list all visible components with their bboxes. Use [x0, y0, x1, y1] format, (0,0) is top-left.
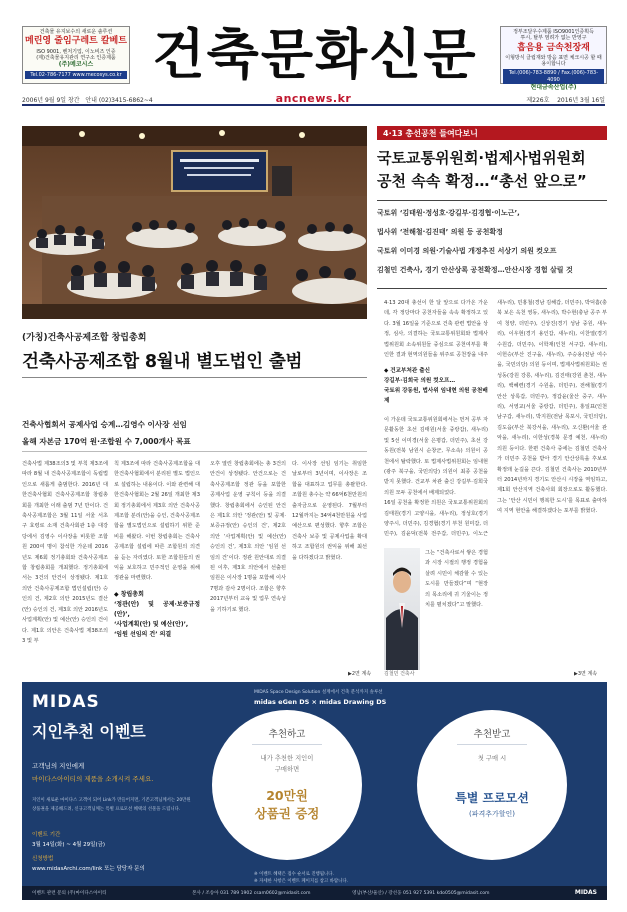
dateline	[22, 92, 605, 106]
apply-label: 신청방법	[32, 856, 54, 862]
right-headline-line2: 공천 속속 확정…“총선 앞으로”	[377, 172, 587, 190]
section-tag: 4·13 총선공천 들여다보니	[377, 126, 607, 140]
box-heading: ◆ 건교부처관 출신	[384, 368, 431, 374]
footer-contact[interactable]: 영남(부산/울산) / 강선웅 051 927 5391 kdo0505@midasit.com	[352, 891, 490, 896]
circle-reward: 상품권 증정	[254, 806, 320, 821]
left-article-column: 다. 이사장 선임 임기는 취임한 날로부터 3년이며, 이사장은 조합을 대표하고 업무를 총괄한다. 조합원 총수는 약 66억6천만원의 출자금으로 운영된다. 7월부터 12월까지는 34억4천만원을 사업예산으로 편성했다. 향후 조합은 건축사 보증 및 공제사업을 확대하고 조합원의 권익을 위해 최선을 다하겠다고 밝혔다.	[292, 461, 367, 561]
paragraph: 16일 공천을 확정한 의원은 국토교통위원회의 김태원(경기 고양시을, 새누리), 정성호(경기 양주시, 더민주), 김경협(경기 부천 원미갑, 더민주), 김윤덕(전북 전주갑, 더민주), 이노근	[384, 500, 488, 538]
left-article-column	[114, 459, 200, 673]
left-headline[interactable]: 건축사공제조합 8월내 별도법인 출범	[22, 352, 303, 372]
subhead: 국토위 ‘김태원·정성호·강길부·김경협·이노근’,	[377, 209, 520, 217]
right-subheads	[377, 204, 607, 280]
event-period-label: 이벤트 기간	[32, 832, 61, 838]
subhead: 법사위 ‘전해철·김진태’ 의원 등 공천확정	[377, 228, 503, 236]
subhead: 김철민 건축사, 경기 안산상록 공천확정…안산시장 경험 살릴 것	[377, 266, 573, 274]
advert-right-tel: Tel.(006)-783-8890 / Fax.(006)-783-4090	[503, 69, 604, 84]
circle-separator	[457, 744, 527, 745]
advert-right-line1: 정부조달우수제품 ISO9001인증획득	[513, 29, 594, 35]
note-line: ※ 이벤트 혜택은 접수 순서로 진행됩니다.	[254, 872, 334, 877]
right-article-paragraph	[384, 415, 488, 541]
divider	[377, 288, 607, 289]
note-line: ※ 자세한 사항은 이벤트 페이지를 참고 바랍니다.	[254, 879, 349, 884]
paragraph: 칙 제3조에 따라 건축사공제조합을 대한건축사협회에서 분리된 별도 법인으로 설립하는 내용이다. 이와 관련해 대한건축사협회는 2월 26일 개최한 제3회 정기총회에서 제3호 의안 건축사공제조합 분리(안)을 승인, 건축사공제조합을 별도법인으로 설립하기 위한 준비를 해왔다. 이번 창립총회는 건축사공제조합 설립에 따른 조합원의 의견을 듣는 자리였다. 또한 조합원들의 권익을 보호하고 민주적인 운영을 위해 정관을 마련했다.	[114, 461, 200, 582]
portrait-caption: 김철민 건축사	[384, 671, 415, 677]
midas-description: 지인이 새로운 마이다스 고객이 되어 Link가 만들어지면, 기존고객님께서는 20만원 상품권을 제공해드려, 신규고객님께는 특별 프로모션 혜택의 선물을 드립니다.	[32, 798, 191, 812]
dateline-right	[526, 95, 605, 104]
bullet-line: ‘정관(안) 및 공제·보증규정(안)’,	[114, 600, 200, 618]
bullet-line: ‘임원 선임의 건’ 의결	[114, 630, 172, 638]
left-article-column: 오후 열린 창립총회에는 총 3건의 안건이 상정됐다. 안건으로는 건축사공제조합 정관 등을 포함한 공제사업 운영 규칙이 등을 의결했다. 창립총회에서 승인된 안건은 제1호 의안 ‘정관(안) 및 공제·보증규정(안) 승인의 건’, 제2호 의안 ‘사업계획(안) 및 예산(안) 승인의 건’, 제3호 의안 ‘임원 선임의 건’이다. 정관 원안대로 의결된 이후, 제3호 의안에서 선출된 임원은 이사장 1명을 포함해 이사 7명과 감사 2명이다. 조합은 향후 2017년부터 교육 및 업무 연속성을 기하기로 했다.	[210, 461, 286, 613]
recommended-circle	[417, 710, 567, 860]
midas-products: midas eGen DS × midas Drawing DS	[254, 698, 387, 706]
circle-reward: 특별 프로모션	[455, 791, 529, 805]
right-headline-line1: 국토교통위원회·법제사법위원회	[377, 149, 586, 167]
site-url[interactable]: ancnews.kr	[275, 92, 352, 105]
subhead: 국토위 이미경 의원·기술사법 개정추진 서상기 의원 컷오프	[377, 247, 557, 255]
left-kicker: (가칭)건축사공제조합 창립총회	[22, 333, 147, 343]
left-article-column: 건축사법 제38조의3 및 부칙 제3조에 따라 8월 내 건축사공제조합이 독립법인으로 새롭게 출범한다. 2016년 대한건축사협회 건축사공제조합 창립총회를 개최한 이래 출범 7년 만이다. 건축사공제조합은 3월 11일 서울 서초구 효령로 소재 건축사회관 1층 대강당에서 김영수 이사장을 비롯한 조합원 200여 명이 참석한 가운데 2016년도 제6회 정기총회와 건축사공제조합 창립총회를 개최했다. 정기총회에서는 3건의 안건이 상정됐다. 제1호 의안 건축사공제조합 법인설립(안) 승인의 건, 제2호 의안 2015년도 결산(안) 승인의 건, 제3호 의안 2016년도 사업계획(안) 및 예산(안) 승인의 건이다. 제1호 의안은 건축사법 제38조의3 및 부	[22, 461, 108, 644]
divider	[22, 451, 367, 452]
advert-left-company: (주)메코시스	[58, 61, 94, 68]
circle-reward: 20만원	[266, 788, 308, 803]
left-subhead: 건축사협회서 공제사업 승계…김영수 이사장 선임	[22, 420, 187, 429]
founding-date: 2006년 9월 9일 창간	[22, 97, 80, 104]
right-headline[interactable]	[377, 147, 609, 193]
right-article-column2: 새누리), 민홍철(경남 김해갑, 더민주), 박덕흠(충북 보은 옥천 영동, 새누리), 박수현(충남 공주 부여 청양, 더민주), 신상진(경기 성남 중원, 새누리), 이우현(경기 용인갑, 새누리), 이찬열(경기 수원갑, 더민주), 이학재(인천 서구갑, 새누리), 이헌승(부산 진구을, 새누리), 주승용(전남 여수을, 국민의당) 의원 등이며, 법제사법위원회는 권성동(강원 강릉, 새누리), 김진태(강원 춘천, 새누리), 백혜련(경기 수원을, 더민주), 전해철(경기 안산 상록갑, 더민주), 정갑윤(울산 중구, 새누리), 서영교(서울 중랑갑, 더민주), 홍일표(인천 남구갑, 새누리), 박지원(전남 목포시, 국민의당), 김도읍(부산 북강서을, 새누리), 오신환(서울 관악을, 새누리), 이한성(경북 문경 예천, 새누리) 의원 등이다. 한편 건축사 중에는 김철민 건축사가 더민주 공천을 받아 경기 안산상록을 후보로 확정돼 눈길을 끈다. 김철민 건축사는 2010년부터 2014년까지 경기도 안산시 시장을 역임하고, 제1회 안산지역 건축사회 회장으로도 활동했다. 그는 ‘안산 시민이 행복한 도시’를 목표로 출마하여 지역 현안을 해결하겠다는 포부를 밝혔다.	[497, 300, 607, 515]
candidate-portrait	[384, 548, 420, 670]
bullet-heading: ◆ 창립총회	[114, 590, 144, 598]
divider	[377, 200, 607, 201]
midas-title: 지인추천 이벤트	[32, 722, 146, 741]
advert-right[interactable]	[500, 26, 607, 91]
midas-advert[interactable]	[22, 682, 607, 900]
bullet-line: ‘사업계획(안) 및 예산(안)’,	[114, 620, 189, 628]
right-article-paragraph: 4·13 20대 총선이 한 달 앞으로 다가온 가운데, 각 정당마다 공천자들을 속속 확정하고 있다. 3월 16일을 기준으로 건축 관련 법안을 상정, 심사, 의결하는 국토교통위원회와 법제사법위원회 소속위원들 중심으로 공천여부를 확인한 결과 현역의원들을 위주로 공천장을 내주	[384, 300, 488, 358]
continued-link[interactable]: ▶3면 계속	[574, 671, 598, 677]
advert-right-company: 현대금속산업(주)	[530, 83, 577, 91]
left-subhead: 올해 자본금 170억 원·조합원 수 7,000개사 목표	[22, 437, 191, 446]
advert-left-line2: ISO 9001, 벤처기업, 이노비즈 인증	[36, 48, 116, 55]
paragraph: 이 가운데 국토교통위원회에서는 먼저 공부 자문활동한 초선 김태원(서울 중랑갑), 새누리) 및 5선 이미경(서울 은평갑, 더민주), 초선 강동원(전북 남원시 순창군, 무소속) 의원이 공천에서 탈락했다. 또 법제사법위원회는 임내현(광주 북구을, 국민의당) 의원이 최종 공천을 받지 못했다. 건교부 차관 출신 강길부·김희국 의원 모두 공천에서 배제되었다.	[384, 417, 488, 496]
circle-reward-note: (파격추가할인)	[468, 810, 516, 818]
advert-left-line3: (제)건축물유지관리 연구소 인증제품	[36, 54, 116, 61]
issue-date: 2016년 3월 16일	[557, 97, 605, 104]
conference-hall-illustration	[22, 126, 367, 319]
box-heading: 강길부·김희국 의원 컷오프…	[384, 378, 456, 384]
advert-left[interactable]	[22, 26, 130, 84]
footer-contact: 이벤트 관련 문의 (주)마이다스아이티	[32, 891, 107, 896]
newspaper-title: 건축문화신문	[152, 23, 478, 86]
issue-number: 제226호	[526, 97, 550, 104]
apply-method[interactable]: www.midasArchi.com/link 또는 담당자 문의	[32, 866, 145, 872]
circle-text: 내가 추천한 지인이	[260, 755, 314, 762]
midas-lead: 고객님의 지인에게	[32, 762, 85, 770]
advert-right-line3: 이형방식 클립재와 방음 표면 체크시공 할 때 용이합니다	[505, 54, 602, 67]
event-period: 3월 14일(화) ~ 4월 29일(금)	[32, 842, 106, 848]
recommend-circle	[212, 710, 362, 860]
circle-text: 구매하면	[274, 766, 300, 773]
conference-photo	[22, 126, 367, 319]
advert-right-line2: 투시, 탈부 염려가 없는 반영구	[520, 35, 587, 42]
divider	[22, 377, 367, 378]
right-article-paragraph: 그는 “건축사로서 쌓은 경험과 시장 시절의 행정 경험을 살려 시민이 체감할 수 있는 도시를 만들겠다”며 “현장의 목소리에 귀 기울이는 정치를 펼치겠다”고 말했다.	[425, 550, 488, 609]
midas-logo: MIDAS	[32, 692, 100, 712]
box-heading: 국토위 강동원, 법사위 임내현 의원 공천배제	[384, 388, 488, 404]
circle-heading: 추천받고	[473, 729, 511, 740]
circle-separator	[252, 744, 322, 745]
contact-number: 안내 (02)3415-6862~4	[85, 97, 153, 104]
advert-left-line1: 건축물 유지보수의 새로운 솔루션	[39, 29, 113, 35]
advert-right-title: 흡음용 금속천장재	[517, 42, 590, 53]
midas-notes	[254, 871, 348, 885]
footer-brand-logo: MIDAS	[574, 889, 597, 896]
midas-footer	[22, 886, 607, 900]
footer-contact[interactable]: 본사 / 조송아 031 789 1902 csam0602@midasit.com	[192, 891, 311, 896]
right-article-box	[384, 366, 488, 406]
circle-text: 첫 구매 시	[477, 755, 507, 762]
midas-product-tagline: MIDAS Space Design Solution 설계에서 건축 분석까지 솔루션	[254, 690, 383, 695]
advert-left-tel: Tel.02-786-7177 www.mecosys.co.kr	[25, 71, 127, 79]
continued-link[interactable]: ▶2면 계속	[348, 671, 372, 677]
advert-left-title: 메린영 줄임구레트 칼베트	[25, 36, 127, 47]
midas-lead-highlight: 마이다스아이티의 제품을 소개시켜 주세요.	[32, 775, 154, 783]
circle-heading: 추천하고	[268, 729, 306, 740]
portrait-illustration	[384, 548, 420, 670]
